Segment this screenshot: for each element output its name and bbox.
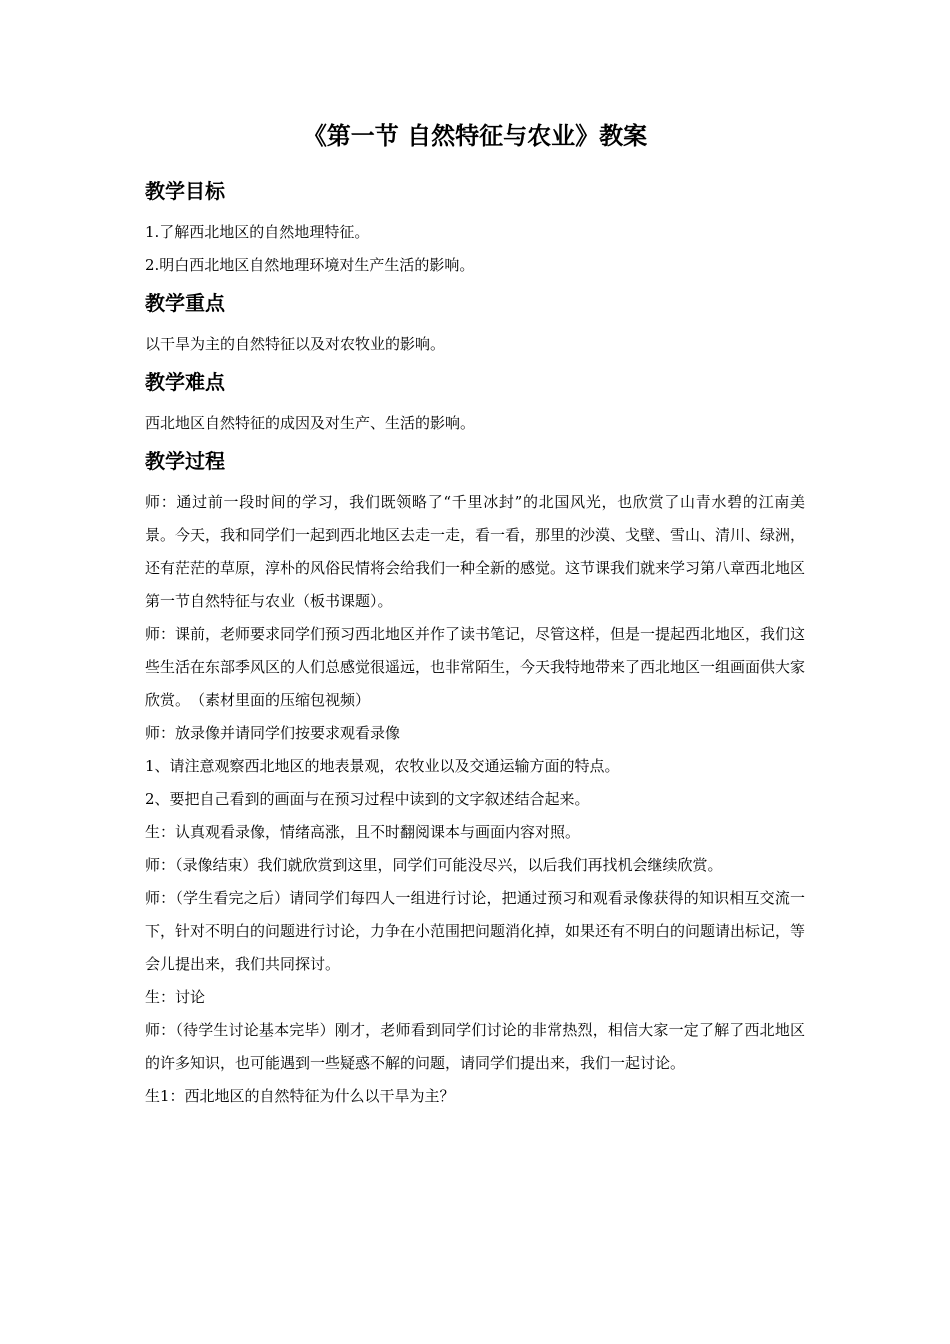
paragraph: 师：课前，老师要求同学们预习西北地区并作了读书笔记，尽管这样，但是一提起西北地区，我们这些生活在东部季风区的人们总感觉很遥远，也非常陌生，今天我特地带来了西北地区一组画面供大家欣赏。 （素材里面的压缩包视频） xyxy=(145,625,806,709)
paragraph: 生：讨论 xyxy=(145,988,206,1006)
paragraph: 1、请注意观察西北地区的地表景观，农牧业以及交通运输方面的特点。 xyxy=(145,757,620,775)
paragraph: 生：认真观看录像，情绪高涨，且不时翻阅课本与画面内容对照。 xyxy=(145,823,581,841)
paragraph: 西北地区自然特征的成因及对生产、生活的影响。 xyxy=(145,414,476,432)
paragraph: 以干旱为主的自然特征以及对农牧业的影响。 xyxy=(145,335,446,353)
paragraph: 师：放录像并请同学们按要求观看录像 xyxy=(145,724,401,742)
paragraph: 2、要把自己看到的画面与在预习过程中读到的文字叙述结合起来。 xyxy=(145,790,590,808)
paragraph: 师：通过前一段时间的学习，我们既领略了“千里冰封”的北国风光，也欣赏了山青水碧的江南美景。今天，我和同学们一起到西北地区去走一走，看一看，那里的沙漠、戈壁、雪山、清川、绿洲，还有茫茫的草原，淳朴的风俗民情将会给我们一种全新的感觉。这节课我们就来学习第八章西北地区第一节自然特征与农业（板书课题）。 xyxy=(145,493,806,610)
paragraph: 生1：西北地区的自然特征为什么以干旱为主？ xyxy=(145,1087,455,1105)
section-heading: 教学重点 xyxy=(145,291,225,315)
paragraph: 1.了解西北地区的自然地理特征。 xyxy=(145,223,370,241)
section-heading: 教学难点 xyxy=(145,370,225,394)
section-objectives xyxy=(145,174,805,282)
section-heading: 教学目标 xyxy=(145,179,225,203)
paragraph: 师：（待学生讨论基本完毕）刚才，老师看到同学们讨论的非常热烈，相信大家一定了解了西北地区的许多知识，也可能遇到一些疑惑不解的问题，请同学们提出来，我们一起讨论。 xyxy=(145,1021,805,1072)
paragraph: 2.明白西北地区自然地理环境对生产生活的影响。 xyxy=(145,256,475,274)
paragraph: 师：（录像结束）我们就欣赏到这里，同学们可能没尽兴，以后我们再找机会继续欣赏。 xyxy=(145,856,723,874)
paragraph: 师：（学生看完之后）请同学们每四人一组进行讨论，把通过预习和观看录像获得的知识相互交流一下，针对不明白的问题进行讨论，力争在小范围把问题消化掉，如果还有不明白的问题请出标记，等会儿提出来，我们共同探讨。 xyxy=(145,889,806,973)
section-process xyxy=(145,444,805,1113)
section-key-points xyxy=(145,286,805,361)
document-title: 《第一节 自然特征与农业》教案 xyxy=(302,122,648,150)
section-heading: 教学过程 xyxy=(145,449,225,473)
document-body xyxy=(145,170,805,1113)
section-difficulties xyxy=(145,365,805,440)
